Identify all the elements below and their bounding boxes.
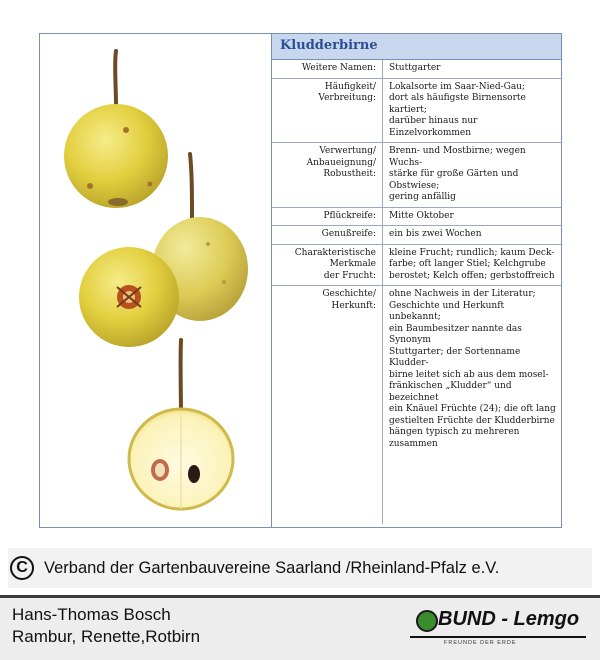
info-value: Lokalsorte im Saar-Nied-Gau; dort als häufigste Birnensorte kartiert; darüber hinaus nur Einzelvorkommen <box>389 81 526 138</box>
info-value: kleine Frucht; rundlich; kaum Deck- farbe; oft langer Stiel; Kelchgrube berostet; Kelch offen; gerbstoffreich <box>389 247 555 281</box>
info-table <box>271 34 561 527</box>
info-rows <box>272 60 561 524</box>
info-row <box>272 143 561 208</box>
author-block <box>12 604 200 648</box>
footer <box>0 598 600 660</box>
info-label: Genußreife: <box>272 226 383 244</box>
info-row <box>272 226 561 245</box>
variety-title: Kludderbirne <box>272 34 561 60</box>
info-row <box>272 208 561 227</box>
logo-subtext: FREUNDE DER ERDE <box>444 640 517 646</box>
info-label: Geschichte/ Herkunft: <box>272 286 383 524</box>
info-value: ein bis zwei Wochen <box>389 229 482 239</box>
copyright-icon: C <box>10 556 34 580</box>
info-row <box>272 79 561 144</box>
logo-text: BUND - Lemgo <box>438 608 580 630</box>
variety-card <box>39 33 562 528</box>
info-row <box>272 286 561 524</box>
info-value: Stuttgarter <box>389 63 441 73</box>
pear-cross-section <box>129 340 233 509</box>
author-name: Hans-Thomas Bosch <box>12 605 171 624</box>
pear-calyx-view <box>79 247 179 347</box>
info-value: ohne Nachweis in der Literatur; Geschichte und Herkunft unbekannt; ein Baumbesitzer nannte das Synonym Stuttgarter; der Sortenname Kludder- birne leitet sich ab aus dem mosel- fränkischen „Kludder“ und bezeichnet ein Knäuel Früchte (24); die oft lang gestielten Früchte der Kludderbirne hängen typisch zu mehreren zusammen <box>389 289 556 449</box>
info-label: Häufigkeit/ Verbreitung: <box>272 79 383 143</box>
logo-underline <box>410 636 586 638</box>
pear-photo <box>40 34 271 527</box>
pear-whole-top <box>64 51 168 208</box>
info-row <box>272 245 561 287</box>
copyright-bar <box>8 548 592 588</box>
info-value: Brenn- und Mostbirne; wegen Wuchs- stärke für große Gärten und Obstwiese; gering anfällig <box>389 146 526 202</box>
bund-lemgo-logo <box>410 608 590 650</box>
info-label: Verwertung/ Anbaueignung/ Robustheit: <box>272 143 383 207</box>
info-label: Charakteristische Merkmale der Frucht: <box>272 245 383 286</box>
bund-circle-icon <box>416 610 438 632</box>
info-row <box>272 60 561 79</box>
info-label: Weitere Namen: <box>272 60 383 78</box>
copyright-text: Verband der Gartenbauvereine Saarland /Rheinland-Pfalz e.V. <box>44 558 500 577</box>
info-label: Pflückreife: <box>272 208 383 226</box>
info-value: Mitte Oktober <box>389 210 454 221</box>
synonyms: Rambur, Renette,Rotbirn <box>12 627 201 646</box>
